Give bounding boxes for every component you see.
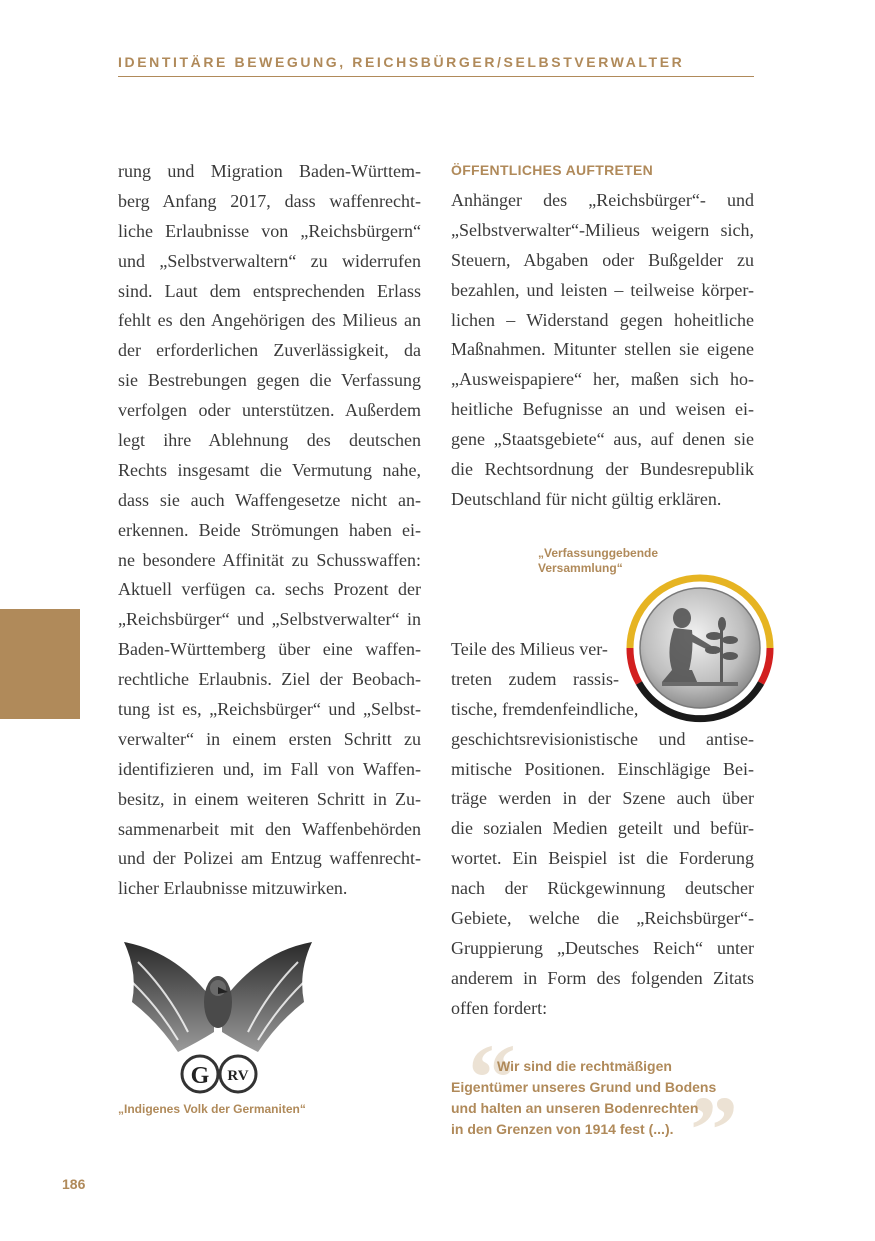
text-line: bezahlen, und leisten – teilweise körper- — [451, 279, 754, 300]
text-line: tische, fremdenfeindliche, — [451, 698, 639, 719]
text-line: und „Selbstverwaltern“ zu widerrufen — [118, 250, 421, 271]
text-line: „Reichsbürger“ und „Selbstverwalter“ in — [118, 609, 421, 630]
text-line: Steuern, Abgaben oder Bußgelder zu — [451, 249, 754, 270]
text-line: wortet. Ein Beispiel ist die Forderung — [451, 848, 754, 869]
text-line: der erforderlichen Zuverlässigkeit, da — [118, 340, 421, 361]
text-line: legt ihre Ablehnung des deutschen — [118, 430, 421, 451]
quote-line: und halten an unseren Bodenrechten — [451, 1100, 699, 1116]
text-line: sind. Laut dem entsprechenden Erlass — [118, 280, 421, 301]
text-line: verfolgen oder unterstützen. Außerdem — [118, 400, 421, 421]
text-line: ne besondere Affinität zu Schusswaffen: — [118, 549, 421, 570]
right-column-text-top — [451, 186, 754, 515]
text-line: rung und Migration Baden-Württem- — [118, 161, 421, 181]
text-line: die sozialen Medien geteilt und befür- — [451, 818, 754, 839]
close-quote-mark: ” — [690, 1076, 738, 1183]
text-line: Deutschland für nicht gültig erklären. — [451, 488, 722, 509]
side-tab-marker — [0, 609, 80, 719]
text-line: gene „Staatsgebiete“ aus, auf denen sie — [451, 429, 754, 450]
text-line: „Selbstverwalter“-Milieus weigern sich, — [451, 219, 754, 240]
text-line: geschichtsrevisionistische und antise- — [451, 728, 754, 749]
text-line: heitliche Befugnisse an und weisen ei- — [451, 399, 754, 420]
text-line: Teile des Milieus ver- — [451, 639, 608, 659]
text-line: Gruppierung „Deutsches Reich“ unter — [451, 937, 754, 958]
open-quote-mark: “ — [468, 1024, 516, 1131]
text-line: mitische Positionen. Einschlägige Bei- — [451, 758, 754, 779]
left-column-text — [118, 157, 421, 904]
text-line: identifizieren und, im Fall von Waffen- — [118, 758, 421, 779]
right-column-text-bottom — [451, 635, 754, 1024]
caption-line: Versammlung“ — [538, 561, 623, 575]
text-line: fehlt es den Angehörigen des Milieus an — [118, 310, 421, 331]
quote-line: Wir sind die rechtmäßigen — [497, 1058, 672, 1074]
text-line: Maßnahmen. Mitunter stellen sie eigene — [451, 339, 754, 360]
text-line: tung ist es, „Reichsbürger“ und „Selbst- — [118, 699, 421, 720]
logo-letter-g: G — [190, 1063, 210, 1089]
text-line: liche Erlaubnisse von „Reichsbürgern“ — [118, 220, 421, 241]
text-line: Baden-Württemberg über eine waffen- — [118, 639, 421, 660]
text-line: lichen – Widerstand gegen hoheitliche — [451, 309, 754, 330]
text-line: „Ausweispapiere“ her, maßen sich ho- — [451, 369, 754, 390]
text-line: Rechts insgesamt die Vermutung nahe, — [118, 459, 421, 480]
text-line: berg Anfang 2017, dass waffenrecht- — [118, 190, 421, 211]
text-line: träge werden in der Szene auch über — [451, 788, 754, 809]
pull-quote — [451, 1056, 761, 1140]
logo-letters-rv: RV — [227, 1068, 249, 1084]
header-rule — [118, 76, 754, 77]
text-line: dass sie auch Waffengesetze nicht an- — [118, 489, 421, 510]
text-line: Anhänger des „Reichsbürger“- und — [451, 190, 754, 210]
text-line: und der Polizei am Entzug waffenrecht- — [118, 848, 421, 869]
running-head: IDENTITÄRE BEWEGUNG, REICHSBÜRGER/SELBSTVERWALTER — [118, 54, 685, 70]
caption-line: „Verfassunggebende — [538, 546, 659, 560]
text-line: Gebiete, welche die „Reichsbürger“- — [451, 908, 754, 929]
quote-line: in den Grenzen von 1914 fest (...). — [451, 1121, 674, 1137]
text-line: Aktuell verfügen ca. sechs Prozent der — [118, 579, 421, 600]
text-line: besitz, in einem weiteren Schritt in Zu- — [118, 788, 421, 809]
section-heading: ÖFFENTLICHES AUFTRETEN — [451, 162, 654, 178]
logo-caption: „Indigenes Volk der Germaniten“ — [118, 1102, 306, 1116]
text-line: licher Erlaubnisse mitzuwirken. — [118, 878, 348, 899]
text-line: offen fordert: — [451, 997, 548, 1018]
text-line: nach der Rückgewinnung deutscher — [451, 878, 754, 899]
text-line: die Rechtsordnung der Bundesrepublik — [451, 459, 754, 480]
page-number: 186 — [62, 1176, 86, 1192]
text-line: rechtliche Erlaubnis. Ziel der Beobach- — [118, 669, 421, 690]
text-line: erkennen. Beide Strömungen haben ei- — [118, 519, 421, 540]
eagle-logo — [118, 932, 318, 1094]
text-line: treten zudem rassis- — [451, 668, 619, 689]
text-line: verwalter“ in einem ersten Schritt zu — [118, 728, 421, 749]
text-line: anderem in Form des folgenden Zitats — [451, 967, 754, 988]
text-line: sie Bestrebungen gegen die Verfassung — [118, 370, 421, 391]
text-line: sammenarbeit mit den Waffenbehörden — [118, 818, 421, 839]
quote-line: Eigentümer unseres Grund und Bodens — [451, 1079, 717, 1095]
